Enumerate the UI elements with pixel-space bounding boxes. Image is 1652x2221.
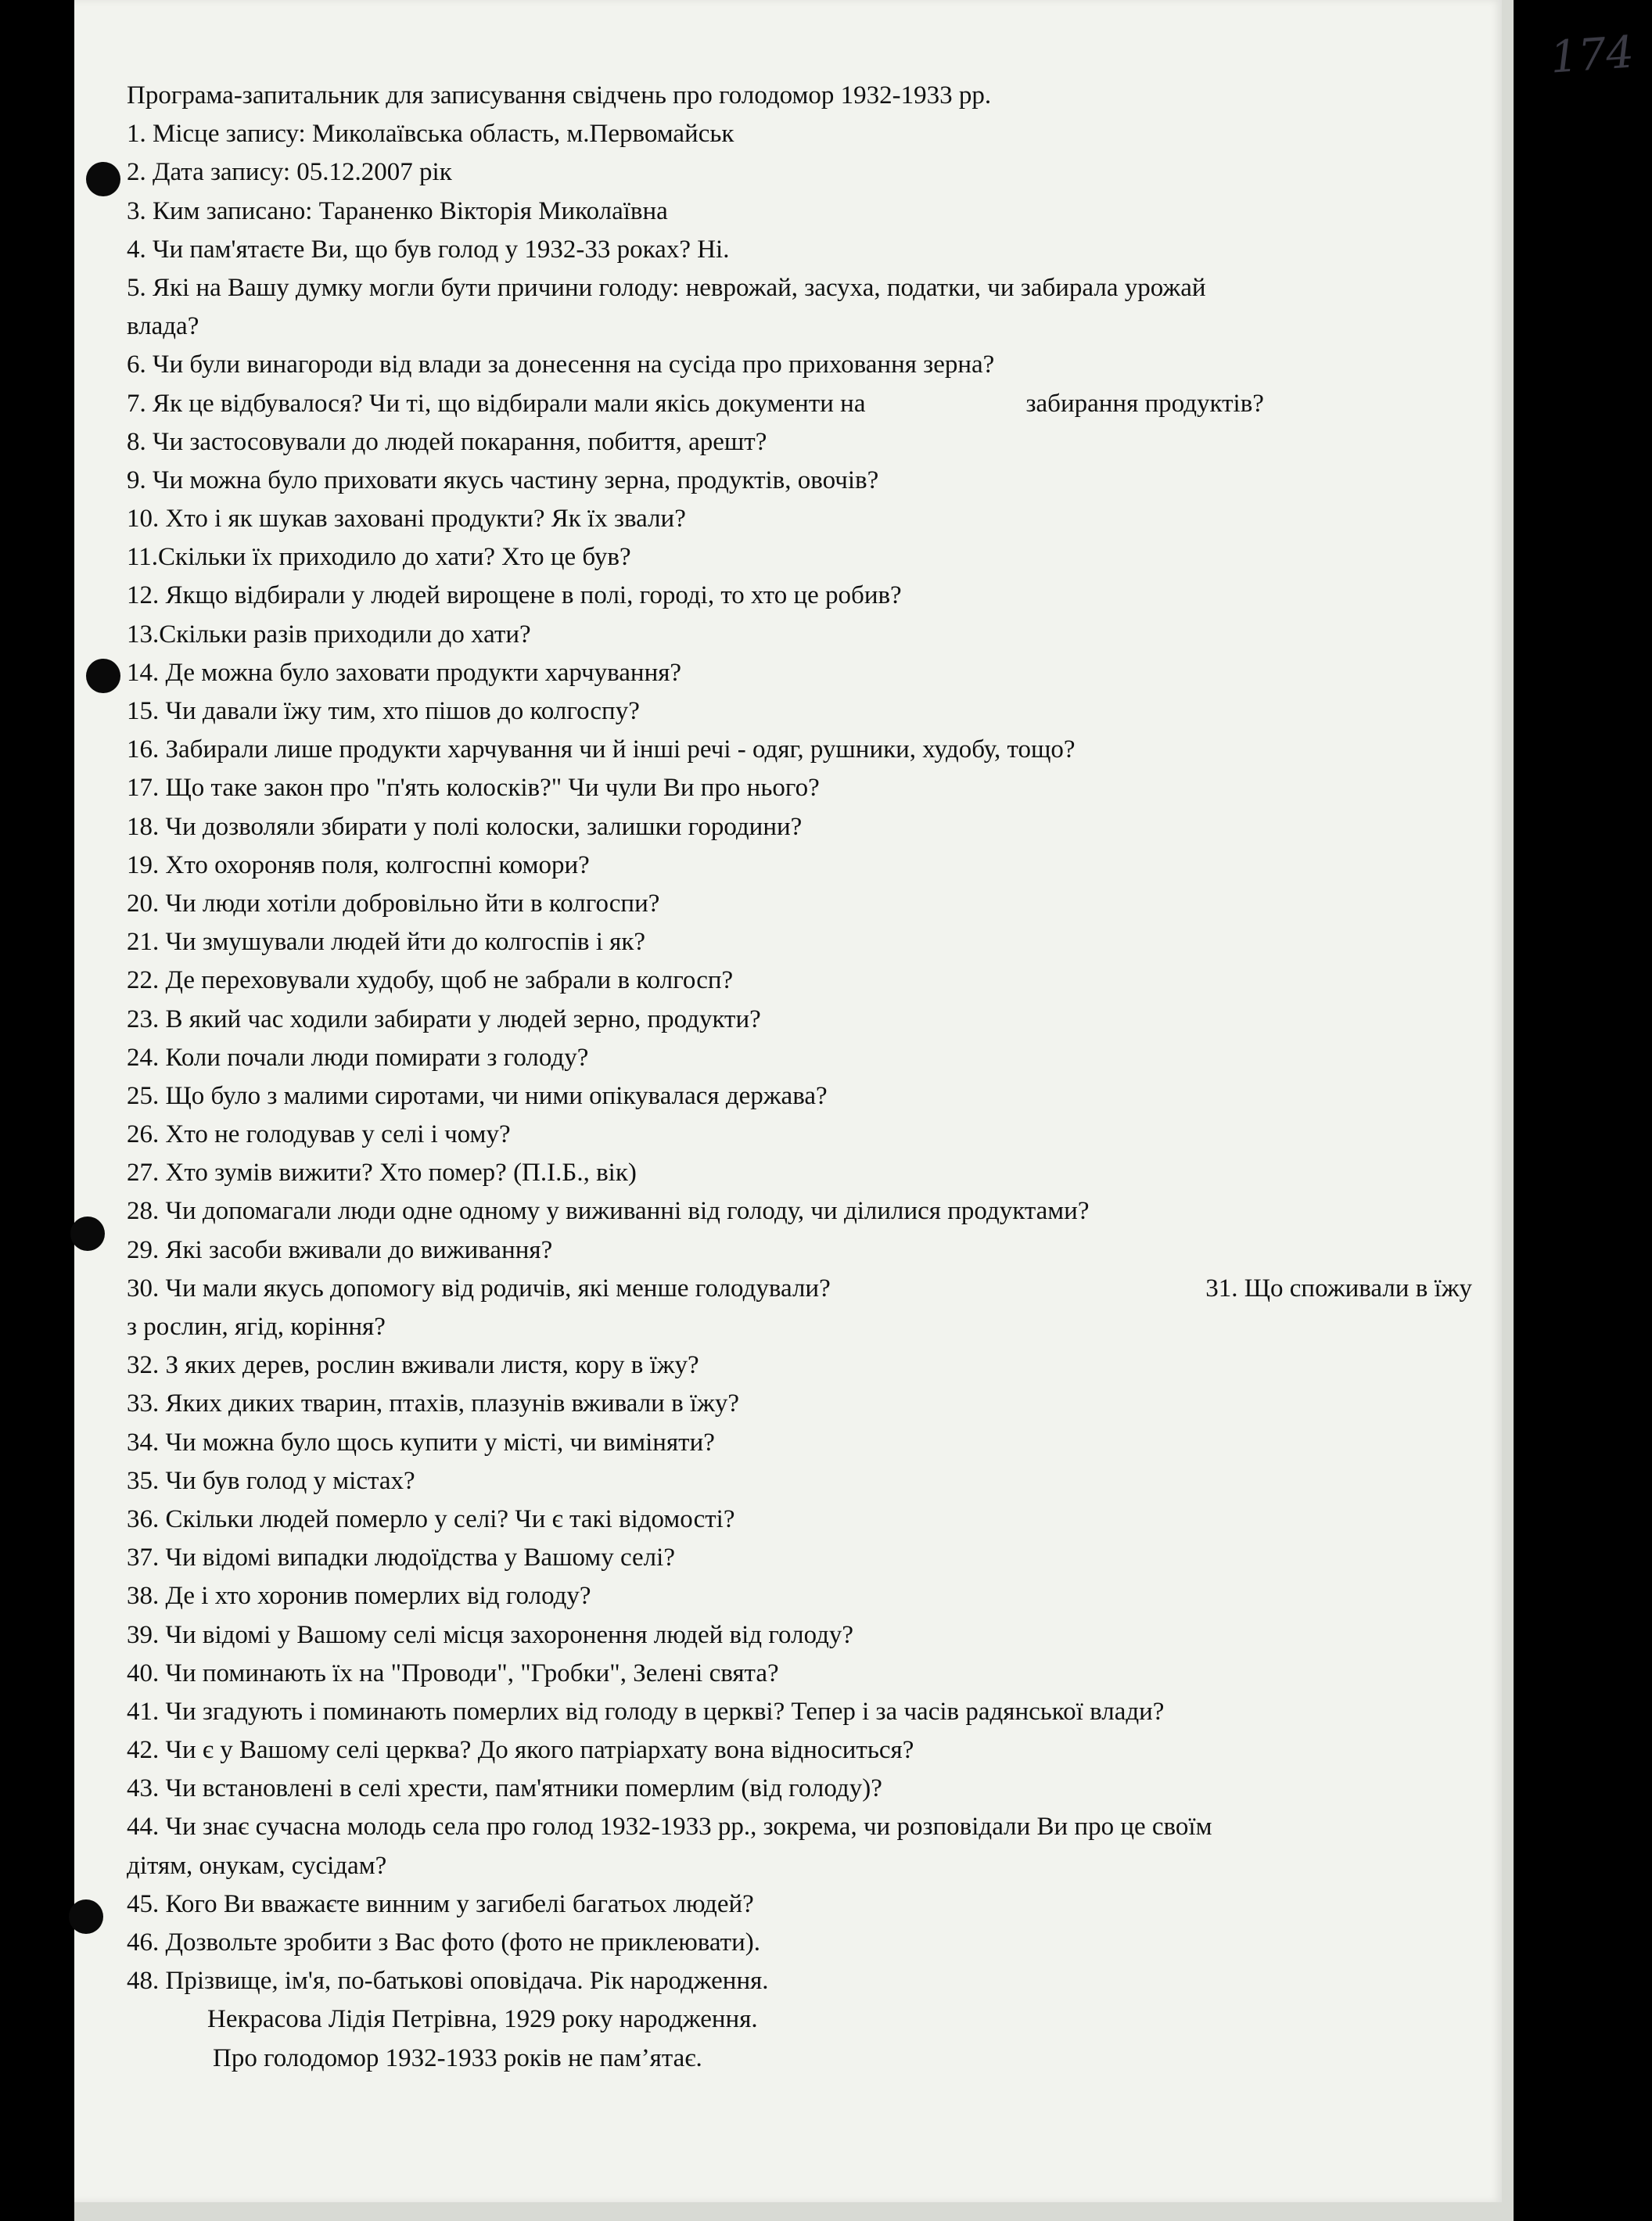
question-line: 39. Чи відомі у Вашому селі місця захоронення людей від голоду? bbox=[127, 1620, 854, 1649]
question-line: 38. Де і хто хоронив померлих від голоду? bbox=[127, 1582, 591, 1611]
question-line: 40. Чи поминають їх на "Проводи", "Гробки", Зелені свята? bbox=[127, 1659, 779, 1687]
question-line: 4. Чи пам'ятаєте Ви, що був голод у 1932-33 роках? Ні. bbox=[127, 235, 730, 264]
punch-hole bbox=[69, 1899, 103, 1934]
question-line: 35. Чи був голод у містах? bbox=[127, 1466, 415, 1495]
question-line: 8. Чи застосовували до людей покарання, побиття, арешт? bbox=[127, 427, 767, 456]
question-line: влада? bbox=[127, 312, 199, 341]
question-30-left: 30. Чи мали якусь допомогу від родичів, які менше голодували? bbox=[127, 1274, 831, 1303]
question-line: 21. Чи змушували людей йти до колгоспів і як? bbox=[127, 928, 646, 957]
question-line: 25. Що було з малими сиротами, чи ними опікувалася держава? bbox=[127, 1081, 828, 1110]
question-line: 11.Скільки їх приходило до хати? Хто це був? bbox=[127, 543, 631, 572]
question-line: 20. Чи люди хотіли добровільно йти в колгоспи? bbox=[127, 889, 660, 918]
scanner-background bbox=[0, 0, 74, 2221]
question-line: 33. Яких диких тварин, птахів, плазунів вживали в їжу? bbox=[127, 1389, 740, 1418]
question-line: 27. Хто зумів вижити? Хто помер? (П.І.Б., вік) bbox=[127, 1159, 637, 1188]
question-line: 42. Чи є у Вашому селі церква? До якого патріархату вона відноситься? bbox=[127, 1736, 914, 1765]
question-line: 3. Ким записано: Тараненко Вікторія Миколаївна bbox=[127, 196, 668, 225]
question-line: 12. Якщо відбирали у людей вирощене в полі, городі, то хто це робив? bbox=[127, 581, 902, 610]
question-31-continuation: з рослин, ягід, коріння? bbox=[127, 1313, 386, 1341]
question-line: дітям, онукам, сусідам? bbox=[127, 1851, 387, 1880]
question-line: 23. В який час ходили забирати у людей зерно, продукти? bbox=[127, 1004, 761, 1033]
question-line: 16. Забирали лише продукти харчування чи й інші речі - одяг, рушники, худобу, тощо? bbox=[127, 735, 1076, 764]
question-7-right: забирання продуктів? bbox=[1025, 389, 1264, 418]
question-line-30 bbox=[127, 1270, 1488, 1308]
question-line: 1. Місце запису: Миколаївська область, м.Первомайськ bbox=[127, 120, 734, 149]
question-line: 13.Скільки разів приходили до хати? bbox=[127, 620, 531, 649]
question-line: 44. Чи знає сучасна молодь села про голод 1932-1933 рр., зокрема, чи розповідали Ви про це своїм bbox=[127, 1813, 1212, 1842]
question-line: 5. Які на Вашу думку могли бути причини голоду: неврожай, засуха, податки, чи забирала урожай bbox=[127, 273, 1206, 302]
question-line: 37. Чи відомі випадки людоїдства у Вашому селі? bbox=[127, 1544, 675, 1572]
question-line: 26. Хто не голодував у селі і чому? bbox=[127, 1120, 511, 1149]
question-line: 43. Чи встановлені в селі хрести, пам'ятники померлим (від голоду)? bbox=[127, 1774, 882, 1803]
question-line: 29. Які засоби вживали до виживання? bbox=[127, 1235, 553, 1264]
punch-hole bbox=[86, 162, 120, 196]
questionnaire-text bbox=[127, 77, 1488, 2078]
question-line: 18. Чи дозволяли збирати у полі колоски, залишки городини? bbox=[127, 812, 803, 841]
question-7-left: 7. Як це відбувалося? Чи ті, що відбирали мали якісь документи на bbox=[127, 389, 866, 418]
question-line: 19. Хто охороняв поля, колгоспні комори? bbox=[127, 850, 590, 879]
question-line-7 bbox=[127, 385, 1488, 423]
question-line: 28. Чи допомагали люди одне одному у виживанні від голоду, чи ділилися продуктами? bbox=[127, 1197, 1090, 1226]
punch-hole bbox=[86, 659, 120, 693]
question-line: 24. Коли почали люди помирати з голоду? bbox=[127, 1043, 589, 1072]
question-line: 46. Дозвольте зробити з Вас фото (фото не приклеювати). bbox=[127, 1928, 760, 1957]
question-line: 32. З яких дерев, рослин вживали листя, кору в їжу? bbox=[127, 1351, 699, 1380]
document-title: Програма-запитальник для записування свідчень про голодомор 1932-1933 рр. bbox=[127, 81, 992, 110]
question-31-start: 31. Що споживали в їжу bbox=[1205, 1274, 1472, 1303]
punch-hole bbox=[70, 1217, 105, 1251]
page-number: 174 bbox=[1548, 27, 1636, 84]
question-line: 2. Дата запису: 05.12.2007 рік bbox=[127, 158, 452, 187]
question-line: 15. Чи давали їжу тим, хто пішов до колгоспу? bbox=[127, 697, 640, 725]
question-line: 9. Чи можна було приховати якусь частину зерна, продуктів, овочів? bbox=[127, 465, 879, 494]
answer-line: Некрасова Лідія Петрівна, 1929 року народження. bbox=[207, 2005, 758, 2034]
question-line: 36. Скільки людей померло у селі? Чи є такі відомості? bbox=[127, 1504, 735, 1533]
question-line: 34. Чи можна було щось купити у місті, чи виміняти? bbox=[127, 1428, 715, 1457]
question-line: 14. Де можна було заховати продукти харчування? bbox=[127, 658, 682, 687]
answer-line: Про голодомор 1932-1933 років не пам’ятає. bbox=[213, 2043, 702, 2072]
question-line: 6. Чи були винагороди від влади за донесення на сусіда про приховання зерна? bbox=[127, 350, 995, 379]
question-line: 17. Що таке закон про "п'ять колосків?" Чи чули Ви про нього? bbox=[127, 774, 820, 803]
question-line: 10. Хто і як шукав заховані продукти? Як їх звали? bbox=[127, 505, 686, 534]
question-line: 41. Чи згадують і поминають померлих від голоду в церкві? Тепер і за часів радянської влади? bbox=[127, 1697, 1165, 1726]
question-line: 45. Кого Ви вважаєте винним у загибелі багатьох людей? bbox=[127, 1889, 754, 1918]
question-line: 22. Де переховували худобу, щоб не забрали в колгосп? bbox=[127, 966, 734, 995]
question-line: 48. Прізвище, ім'я, по-батькові оповідача. Рік народження. bbox=[127, 1967, 769, 1996]
